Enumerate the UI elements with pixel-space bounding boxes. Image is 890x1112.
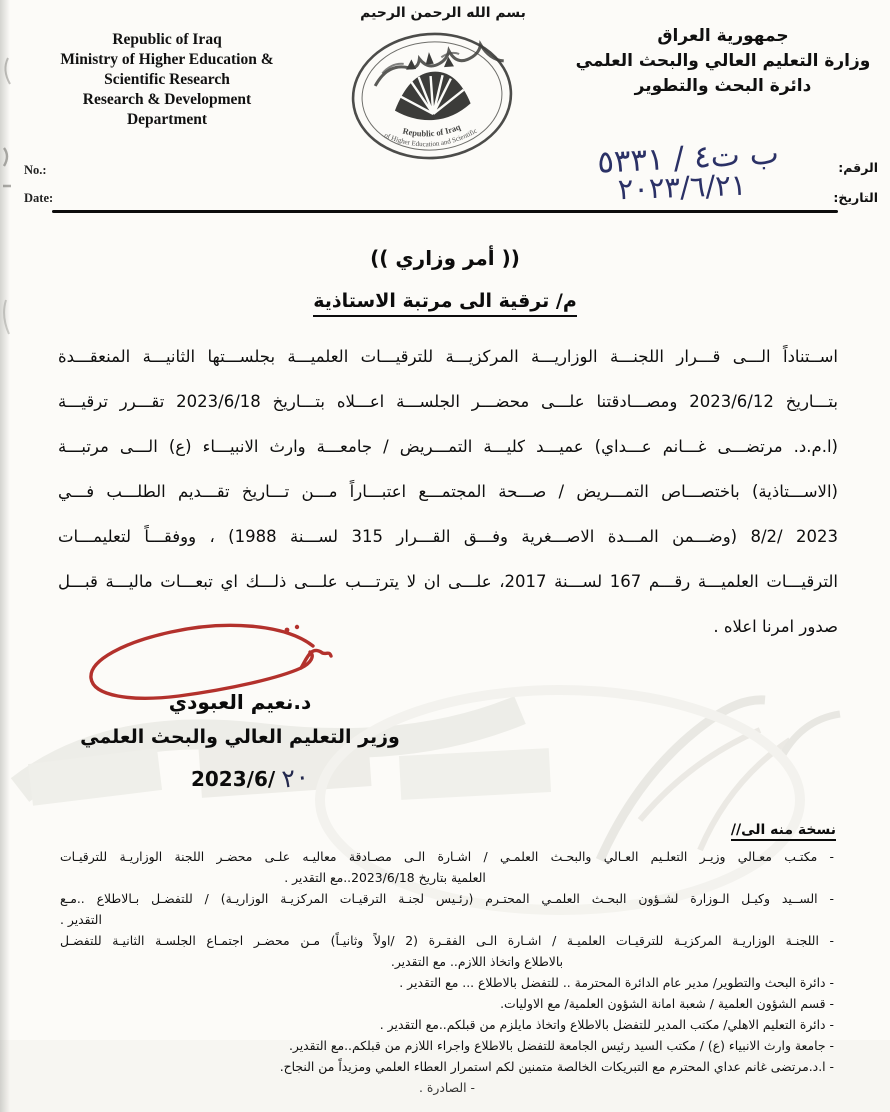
body-line: صدور امرنا اعلاه . <box>713 617 838 636</box>
body-line: ‪8/2/ 2023‬ (وضـــمن المـــدة الاصـــغرية وفـــق القـــرار 315 لســـنة 1988) ، ووفقـــاً لتعليمـــات <box>58 527 838 546</box>
signature-date-printed: 2023/6/ <box>190 767 276 791</box>
cc-item <box>60 972 834 993</box>
basmala-text: بسم الله الرحمن الرحيم <box>360 5 526 21</box>
cc-item <box>60 1035 834 1056</box>
ref-date-label-en: Date: <box>24 191 54 205</box>
seal-arc-text-1: Republic of Iraq <box>401 121 462 139</box>
header-english-line: Research & Development <box>82 91 252 108</box>
ref-date-label-ar: التاريخ: <box>833 190 878 205</box>
body-line: الترقيـــات العلميـــة رقـــم 167 لســـنة 2017، علـــى ان لا يترتـــب علـــى ذلـــك اي تبعـــات ماليـــة قبـــل <box>58 572 838 591</box>
ref-no-handwritten-value: ب ت٤ / ٥٣٣١ <box>596 135 780 181</box>
ref-no-label-ar: الرقم: <box>838 160 878 175</box>
signature-date <box>140 763 360 792</box>
cc-item <box>60 888 834 930</box>
cc-item <box>60 1014 834 1035</box>
header-arabic-line: وزارة التعليم العالي والبحث العلمي <box>575 51 871 71</box>
seal-arc-text-2: of Higher Education and Scientific <box>383 126 479 149</box>
cc-list <box>60 846 835 1095</box>
ref-no-label-en: No.: <box>24 163 47 177</box>
minister-role: وزير التعليم العالي والبحث العلمي <box>80 726 400 748</box>
header-english-line: Ministry of Higher Education & <box>60 51 274 68</box>
cc-item-line: - مكتـب معـالي وزيـر التعلـيم العـالي والبحـث العلمـي / اشـارة الـى مصـادقة معاليـه علـى محضـر اللجنة الوزاريـة للترقيـات <box>60 849 834 864</box>
signature-date-handwritten-day: ٢٠ <box>280 761 311 794</box>
cc-item-partially-cropped <box>60 1077 834 1095</box>
minister-name: د.نعيم العبودي <box>168 690 312 714</box>
body-line: (ا.م.د. مرتضـــى غـــانم عـــداي) عميـــد كليـــة التمـــريض / جامعـــة وارث الانبيـــاء (ع) الـــى مرتبـــة <box>58 437 838 456</box>
cc-item <box>60 846 834 888</box>
cc-item-line: - قسم الشؤون العلمية / شعبة امانة الشؤون العلمية/ مع الاوليات. <box>500 996 834 1011</box>
document-subject-text: م/ ترقية الى مرتبة الاستاذية <box>313 290 577 317</box>
cc-item-line: بالاطلاع واتخاذ اللازم.. مع التقدير. <box>390 954 564 969</box>
body-line: بتـــاريخ 2023/6/12 ومصـــادقتنا علـــى محضـــر الجلســـة اعـــلاه بتـــاريخ 2023/6/18 تقـــرر ترقيـــة <box>58 392 839 411</box>
cc-item <box>60 1056 834 1077</box>
cc-item <box>60 930 834 972</box>
cc-item-line: - ا.د.مرتضى غانم عداي المحترم مع التبريكات الخالصة متمنين لكم استمرار العطاء العلمي ومزيداً من النجاح. <box>279 1059 834 1074</box>
cc-item-line: - اللجنـة الوزاريـة المركزيـة للترقيـات العلميـة / اشـارة الـى الفقـرة (2 /اولاً وثانيـاً) مـن محضـر اجتمـاع الجلسـة الثانيـة للتفضـل <box>60 933 835 948</box>
cc-item-line: - دائرة التعليم الاهلي/ مكتب المدير للتفضل بالاطلاع واتخاذ مايلزم من قبلكم..مع التقدير . <box>379 1017 834 1032</box>
document-title: (( أمر وزاري )) <box>370 246 520 270</box>
header-english-line: Republic of Iraq <box>112 31 222 48</box>
header-arabic-line: جمهورية العراق <box>657 26 789 46</box>
body-line: (الاســـتاذية) باختصـــاص التمـــريض / صـــحة المجتمـــع اعتبـــاراً مـــن تـــاريخ تقـــديم الطلـــب فـــي <box>58 482 838 501</box>
header-arabic-line: دائرة البحث والتطوير <box>634 76 812 96</box>
cc-heading: نسخة منه الى// <box>731 822 836 841</box>
cc-item-line: - الصادرة . <box>418 1080 476 1095</box>
header-english-line: Department <box>126 111 208 128</box>
cc-item <box>60 993 834 1014</box>
cc-item-line: - الســيد وكيـل الـوزارة لشـؤون البحـث العلمـي المحتـرم (رئـيس لجنـة الترقيـات المركزيـة الوزاريـة) / للتفضـل بـالاطلاع ..مـع <box>60 891 834 906</box>
cc-item-line: العلمية بتاريخ 2023/6/18..مع التقدير . <box>284 870 486 885</box>
header-english-line: Scientific Research <box>104 71 230 88</box>
ref-date-handwritten-value: ٢٠٢٣/٦/٢١ <box>617 167 747 207</box>
cc-item-line: التقدير . <box>60 912 102 927</box>
body-line: اســتناداً الـــى قـــرار اللجنـــة الوزاريـــة المركزيـــة للترقيـــات العلميـــة بجلســـتها الثانيـــة المنعقـــدة <box>58 347 838 366</box>
cc-item-line: - دائرة البحث والتطوير/ مدير عام الدائرة المحترمة .. للتفضل بالاطلاع ... مع التقدير . <box>399 975 834 990</box>
cc-item-line: - جامعة وارث الانبياء (ع) / مكتب السيد رئيس الجامعة للتفضل بالاطلاع واجراء اللازم من قبلكم..مع التقدير. <box>288 1038 834 1053</box>
